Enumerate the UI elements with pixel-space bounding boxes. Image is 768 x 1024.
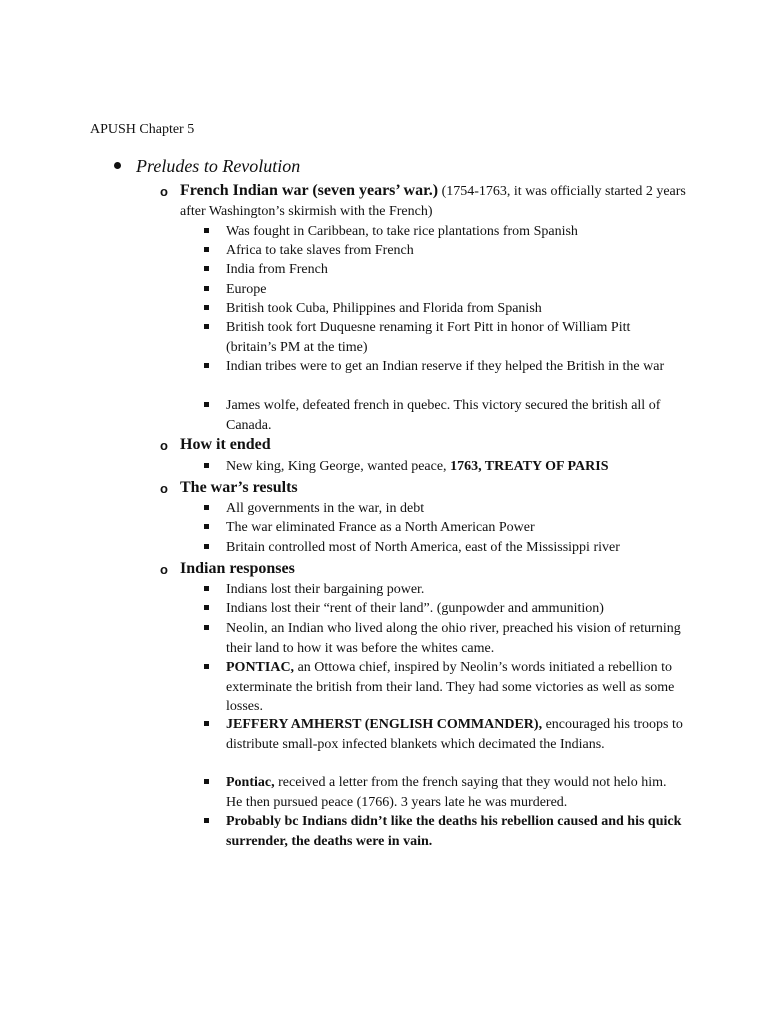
square-bullet-icon xyxy=(204,721,209,726)
list-item: New king, King George, wanted peace, 1763, TREATY OF PARIS xyxy=(204,457,684,477)
square-bullet-icon xyxy=(204,625,209,630)
list-item: Africa to take slaves from French xyxy=(204,241,684,261)
square-bullet-icon xyxy=(204,305,209,310)
square-bullet-icon xyxy=(204,266,209,271)
list-item: British took Cuba, Philippines and Florida from Spanish xyxy=(204,299,684,319)
square-bullet-icon xyxy=(204,247,209,252)
square-bullet-icon xyxy=(204,228,209,233)
document-title: APUSH Chapter 5 xyxy=(90,122,195,137)
list-item: Probably bc Indians didn’t like the deaths his rebellion caused and his quick surrender, the deaths were in vain. xyxy=(204,812,684,851)
circle-bullet-icon: o xyxy=(160,481,168,496)
list-item: India from French xyxy=(204,260,684,280)
square-bullet-icon xyxy=(204,324,209,329)
list-item: The war eliminated France as a North American Power xyxy=(204,518,684,538)
section-title: Preludes to Revolution xyxy=(136,156,301,176)
square-bullet-icon xyxy=(204,586,209,591)
square-bullet-icon xyxy=(204,779,209,784)
square-bullet-icon xyxy=(204,402,209,407)
square-bullet-icon xyxy=(204,605,209,610)
square-bullet-icon xyxy=(204,505,209,510)
subsection-heading: French Indian war (seven years’ war.) xyxy=(180,182,439,199)
bullet-dot-icon xyxy=(114,162,121,169)
square-bullet-icon xyxy=(204,664,209,669)
square-bullet-icon xyxy=(204,286,209,291)
list-item: James wolfe, defeated french in quebec. This victory secured the british all of Canada. xyxy=(204,396,684,435)
list-item: Indians lost their bargaining power. xyxy=(204,580,684,600)
subsection-indian-responses xyxy=(160,559,700,580)
list-item: Indians lost their “rent of their land”. (gunpowder and ammunition) xyxy=(204,599,684,619)
list-item: British took fort Duquesne renaming it Fort Pitt in honor of William Pitt (britain’s PM at the time) xyxy=(204,318,684,357)
square-bullet-icon xyxy=(204,544,209,549)
list-item: Neolin, an Indian who lived along the ohio river, preached his vision of returning their land to how it was before the whites came. xyxy=(204,619,684,658)
subsection-note: (1754-1763, it was officially started 2 years after Washington’s skirmish with the French) xyxy=(180,184,686,219)
subsection-heading: Indian responses xyxy=(180,560,295,577)
subsection-heading: The war’s results xyxy=(180,479,298,496)
subsection-heading: How it ended xyxy=(180,436,271,453)
list-item: Pontiac, received a letter from the french saying that they would not helo him. He then pursued peace (1766). 3 years late he was murdered. xyxy=(204,773,684,812)
square-bullet-icon xyxy=(204,818,209,823)
subsection-french-indian-war xyxy=(160,181,700,221)
circle-bullet-icon: o xyxy=(160,438,168,453)
subsection-how-it-ended xyxy=(160,435,700,456)
square-bullet-icon xyxy=(204,363,209,368)
list-item: Britain controlled most of North America, east of the Mississippi river xyxy=(204,538,684,558)
square-bullet-icon xyxy=(204,463,209,468)
subsection-war-results xyxy=(160,478,700,499)
list-item: Indian tribes were to get an Indian reserve if they helped the British in the war xyxy=(204,357,684,377)
list-item: JEFFERY AMHERST (ENGLISH COMMANDER), encouraged his troops to distribute small-pox infected blankets which decimated the Indians. xyxy=(204,715,684,754)
list-item: PONTIAC, an Ottowa chief, inspired by Neolin’s words initiated a rebellion to exterminate the british from their land. They had some victories as well as some losses. xyxy=(204,658,684,717)
square-bullet-icon xyxy=(204,524,209,529)
list-item: Europe xyxy=(204,280,684,300)
list-item: Was fought in Caribbean, to take rice plantations from Spanish xyxy=(204,222,684,242)
circle-bullet-icon: o xyxy=(160,562,168,577)
circle-bullet-icon: o xyxy=(160,184,168,199)
list-item: All governments in the war, in debt xyxy=(204,499,684,519)
